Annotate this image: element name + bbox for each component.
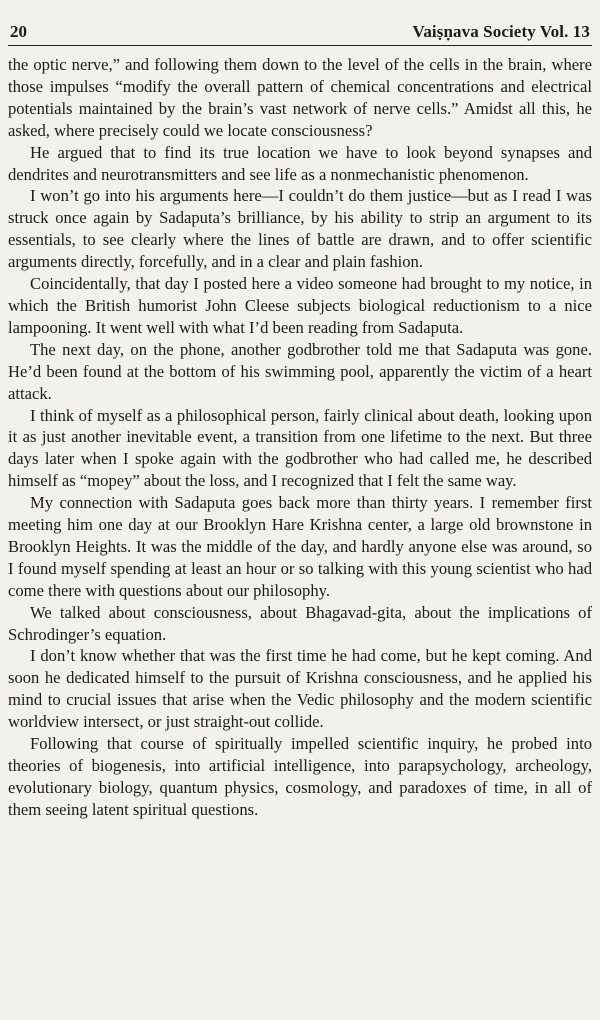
page-number: 20 (10, 22, 27, 41)
paragraph-7: My connection with Sadaputa goes back more than thirty years. I remember first meeting him one day at our Brooklyn Hare Krishna center, a large old brownstone in Brooklyn Heights. It was the middle of the day, and hardly anyone else was around, so I found myself spending at least an hour or so talking with this young scientist who had come there with questions about our philosophy. (8, 493, 592, 600)
article-body (8, 54, 592, 821)
paragraph-2: He argued that to find its true location we have to look beyond synapses and dendrites and neurotransmitters and see life as a nonmechanistic phenomenon. (8, 142, 592, 184)
paragraph-3: I won’t go into his arguments here—I couldn’t do them justice—but as I read I was struck once again by Sadaputa’s brilliance, by his ability to strip an argument to its essentials, to see clearly where the lines of battle are drawn, and to offer scientific arguments directly, forcefully, and in a clear and plain fashion. (8, 186, 592, 272)
running-header (8, 22, 592, 46)
paragraph-5: The next day, on the phone, another godbrother told me that Sadaputa was gone. He’d been found at the bottom of his swimming pool, apparently the victim of a heart attack. (8, 339, 592, 403)
paragraph-9: I don’t know whether that was the first time he had come, but he kept coming. And soon he dedicated himself to the pursuit of Krishna consciousness, and he applied his mind to crucial issues that arise when the Vedic philosophy and the modern scientific worldview intersect, or just straight-out collide. (8, 646, 592, 732)
paragraph-10: Following that course of spiritually impelled scientific inquiry, he probed into theories of biogenesis, into artificial intelligence, into parapsychology, archeology, evolutionary biology, quantum physics, cosmology, and paradoxes of time, in all of them seeing latent spiritual questions. (8, 734, 592, 819)
paragraph-8: We talked about consciousness, about Bhagavad-gita, about the implications of Schrodinger’s equation. (8, 602, 592, 644)
journal-title: Vaiṣṇava Society Vol. 13 (412, 22, 590, 41)
paragraph-4: Coincidentally, that day I posted here a video someone had brought to my notice, in which the British humorist John Cleese subjects biological reductionism to a nice lampooning. It went well with what I’d been reading from Sadaputa. (8, 274, 592, 337)
paragraph-6: I think of myself as a philosophical person, fairly clinical about death, looking upon it as just another inevitable event, a transition from one lifetime to the next. But three days later when I spoke again with the godbrother who had called me, he described himself as “mopey” about the loss, and I recognized that I felt the same way. (8, 405, 592, 491)
paragraph-1: the optic nerve,” and following them down to the level of the cells in the brain, where those impulses “modify the overall pattern of chemical concentrations and electrical potentials maintained by the brain’s vast network of nerve cells.” Amidst all this, he asked, where precisely could we locate consciousness? (8, 55, 592, 140)
